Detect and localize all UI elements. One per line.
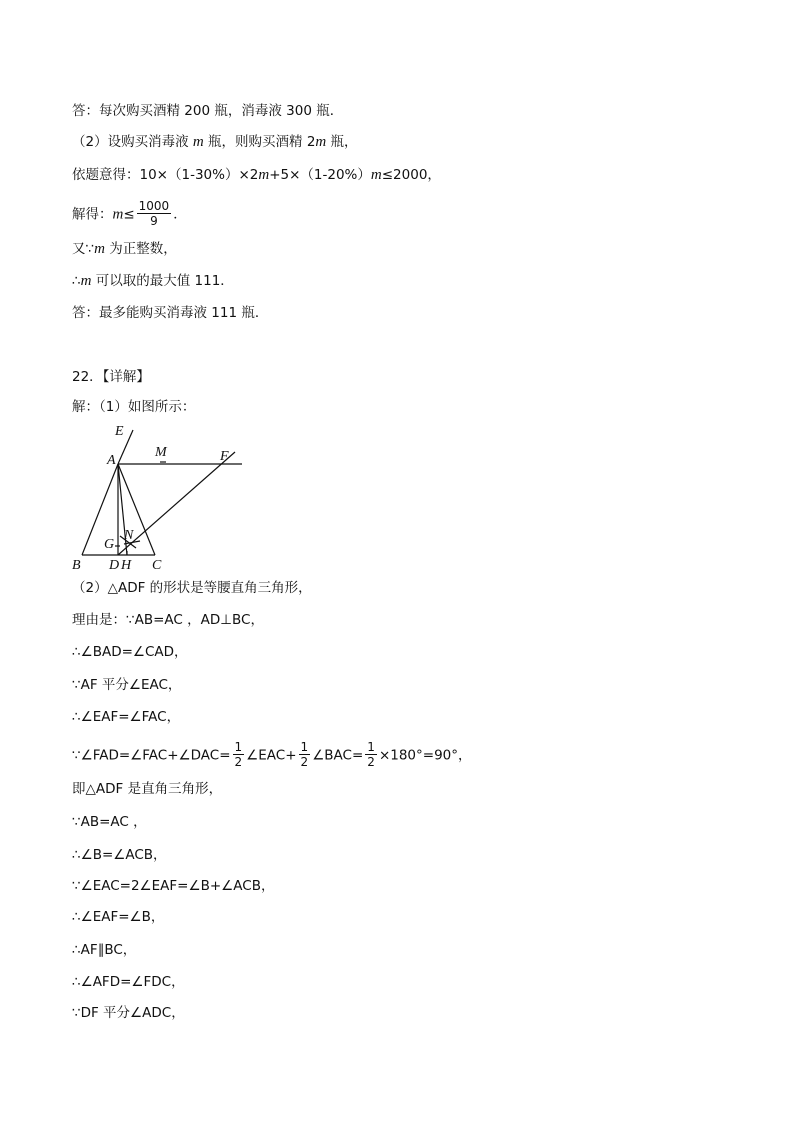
fraction-numerator: 1 bbox=[234, 740, 243, 754]
fraction-denominator: 9 bbox=[150, 214, 158, 228]
line-ab-ac: ∵AB=AC ， bbox=[72, 814, 147, 830]
variable-m: m bbox=[315, 134, 327, 150]
variable-m: m bbox=[112, 206, 124, 223]
fraction-denominator: 2 bbox=[234, 755, 243, 769]
fraction-half bbox=[365, 740, 377, 769]
text: ∠BAC= bbox=[312, 747, 364, 764]
label-f: F bbox=[220, 449, 229, 464]
variable-m: m bbox=[370, 167, 382, 183]
label-m: M bbox=[155, 445, 167, 460]
label-c: C bbox=[152, 558, 162, 573]
text: 解得： bbox=[72, 206, 113, 223]
line-integer bbox=[72, 240, 177, 258]
text: 又∵ bbox=[72, 241, 95, 257]
line-max bbox=[72, 272, 234, 290]
variable-m: m bbox=[258, 167, 270, 183]
line-reason: 理由是：∵AB=AC ，AD⊥BC， bbox=[72, 612, 264, 628]
label-d: D bbox=[109, 558, 120, 573]
line-angle-fad bbox=[72, 741, 472, 770]
label-g: G bbox=[104, 537, 115, 552]
label-b: B bbox=[72, 558, 81, 573]
line-parallel: ∴AF∥BC， bbox=[72, 942, 137, 958]
text: +5×（1-20%） bbox=[269, 167, 371, 183]
fraction-denominator: 2 bbox=[300, 755, 309, 769]
text: （2）设购买消毒液 bbox=[72, 134, 193, 150]
variable-m: m bbox=[80, 273, 92, 289]
text: 瓶， bbox=[326, 134, 358, 150]
fraction-numerator: 1000 bbox=[138, 199, 170, 213]
text: 瓶，则购买酒精 2 bbox=[203, 134, 316, 150]
line-answer-1: 答：每次购买酒精 200 瓶，消毒液 300 瓶． bbox=[72, 103, 344, 119]
line-part1: 解：（1）如图所示： bbox=[72, 399, 196, 415]
fraction-half bbox=[299, 740, 311, 769]
text: 可以取的最大值 111． bbox=[91, 273, 234, 289]
fraction-denominator: 2 bbox=[367, 755, 375, 769]
line-answer-2: 答：最多能购买消毒液 111 瓶． bbox=[72, 305, 269, 321]
line-angle-eaf: ∴∠EAF=∠FAC， bbox=[72, 709, 181, 725]
line-df-bisects: ∵DF 平分∠ADC， bbox=[72, 1005, 185, 1021]
line-angle-eac: ∵∠EAC=2∠EAF=∠B+∠ACB， bbox=[72, 878, 275, 894]
label-e: E bbox=[115, 424, 124, 439]
fraction-half bbox=[233, 740, 245, 769]
line-part2-claim: （2）△ADF 的形状是等腰直角三角形， bbox=[72, 580, 312, 596]
line-angle-b: ∴∠B=∠ACB， bbox=[72, 847, 167, 863]
label-n: N bbox=[124, 528, 134, 543]
text: ． bbox=[173, 206, 187, 223]
line-inequality bbox=[72, 166, 441, 184]
geometry-figure bbox=[60, 418, 260, 578]
text: ×180°=90°， bbox=[378, 747, 472, 764]
label-h: H bbox=[121, 558, 132, 573]
line-solution bbox=[72, 200, 187, 229]
segment-df bbox=[118, 452, 235, 555]
line-angle-bad: ∴∠BAD=∠CAD， bbox=[72, 644, 188, 660]
variable-m: m bbox=[192, 134, 204, 150]
fraction bbox=[137, 199, 172, 228]
line-part2-setup bbox=[72, 133, 358, 151]
fraction-numerator: 1 bbox=[300, 740, 309, 754]
line-angle-afd: ∴∠AFD=∠FDC， bbox=[72, 974, 185, 990]
fraction-numerator: 1 bbox=[367, 740, 375, 754]
text: 为正整数， bbox=[104, 241, 177, 257]
text: ≤ bbox=[123, 206, 135, 223]
line-right-triangle: 即△ADF 是直角三角形， bbox=[72, 781, 223, 797]
text: ∴ bbox=[72, 273, 81, 289]
section-heading-22: 22．【详解】 bbox=[72, 369, 150, 385]
label-a: A bbox=[107, 453, 116, 468]
text: ∵∠FAD=∠FAC+∠DAC= bbox=[72, 747, 231, 764]
text: 依题意得：10×（1-30%）×2 bbox=[72, 167, 259, 183]
text: ∠EAC+ bbox=[246, 747, 297, 764]
line-eaf-b: ∴∠EAF=∠B， bbox=[72, 909, 165, 925]
line-af-bisects: ∵AF 平分∠EAC， bbox=[72, 677, 182, 693]
text: ≤2000， bbox=[381, 167, 441, 183]
variable-m: m bbox=[94, 241, 105, 257]
